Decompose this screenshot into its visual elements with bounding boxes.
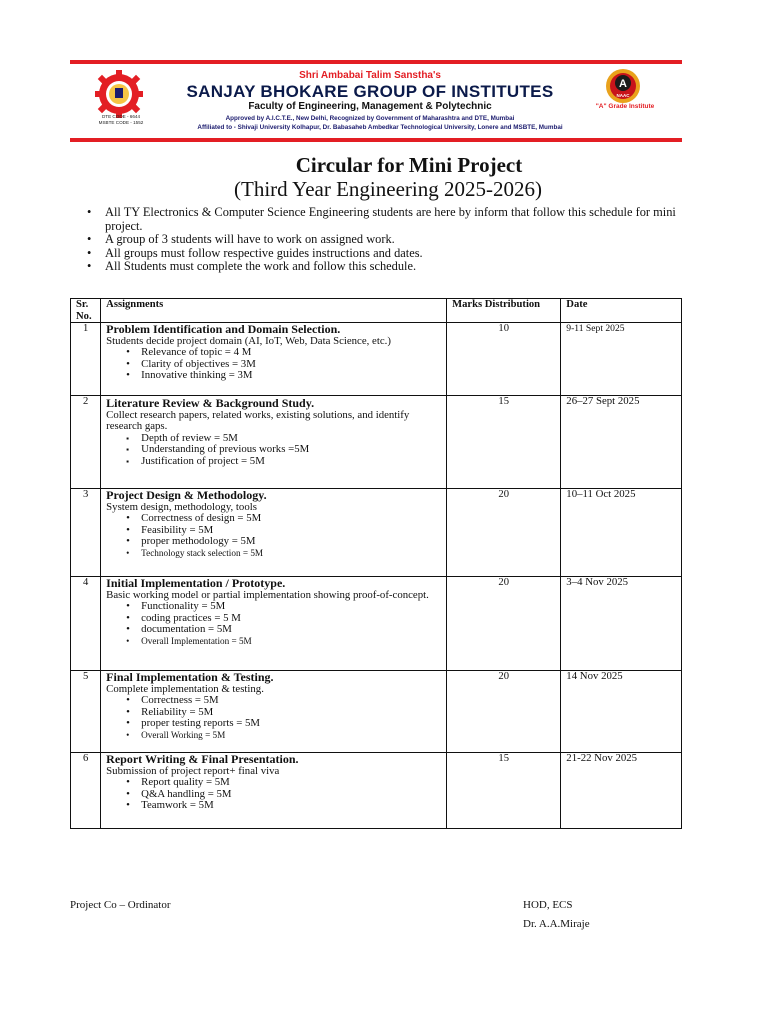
- criteria-item: • Overall Working = 5M: [126, 730, 441, 741]
- table-row: [71, 671, 682, 753]
- row-date: 21-22 Nov 2025: [561, 753, 682, 829]
- criteria-item: • coding practices = 5 M: [126, 613, 441, 624]
- criteria-item: ▪ Depth of review = 5M: [126, 433, 441, 444]
- row-marks: 20: [447, 671, 561, 753]
- instruction-item: • All groups must follow respective guides instructions and dates.: [84, 247, 686, 261]
- assignment-title: Project Design & Methodology.: [106, 488, 267, 502]
- criteria-item: • Overall Implementation = 5M: [126, 636, 441, 647]
- row-marks: 15: [447, 396, 561, 489]
- approval-line: Approved by A.I.C.T.E., New Delhi, Recognized by Government of Maharashtra and DTE, Mumbai: [225, 115, 515, 122]
- criteria-item: • Q&A handling = 5M: [126, 789, 441, 800]
- criteria-item: • Innovative thinking = 3M: [126, 370, 441, 381]
- assignment-description: Students decide project domain (AI, IoT, Web, Data Science, etc.): [106, 335, 391, 347]
- criteria-item: • Technology stack selection = 5M: [126, 548, 441, 559]
- hod-title: HOD, ECS: [523, 899, 573, 911]
- instruction-item: • All Students must complete the work and follow this schedule.: [84, 260, 686, 274]
- table-row: [71, 753, 682, 829]
- assignment-description: System design, methodology, tools: [106, 501, 257, 513]
- naac-label: NAAC: [616, 93, 630, 98]
- criteria-item: • Feasibility = 5M: [126, 525, 441, 536]
- assignment-title: Report Writing & Final Presentation.: [106, 752, 299, 766]
- criteria-item: • Relevance of topic = 4 M: [126, 347, 441, 358]
- criteria-item: • Reliability = 5M: [126, 707, 441, 718]
- assignment-description: Basic working model or partial implementation showing proof-of-concept.: [106, 589, 429, 601]
- naac-grade-badge-icon: [600, 68, 646, 106]
- instructions-list: [84, 206, 686, 274]
- criteria-item: • Functionality = 5M: [126, 601, 441, 612]
- criteria-list: [106, 601, 441, 647]
- instruction-item: • All TY Electronics & Computer Science Engineering students are here by inform that follow this schedule for mini project.: [84, 206, 686, 233]
- criteria-item: • proper methodology = 5M: [126, 536, 441, 547]
- criteria-list: [106, 513, 441, 559]
- row-sr-no: 2: [71, 396, 101, 489]
- grade-institute-label: "A" Grade Institute: [595, 103, 655, 110]
- criteria-list: [106, 777, 441, 811]
- assignment-description: Submission of project report+ final viva: [106, 765, 280, 777]
- table-header-row: [71, 299, 682, 323]
- criteria-item: • documentation = 5M: [126, 624, 441, 635]
- dte-code: DTE CODE - 6644: [101, 114, 141, 119]
- circular-subtitle: (Third Year Engineering 2025-2026): [234, 177, 542, 201]
- criteria-item: • Report quality = 5M: [126, 777, 441, 788]
- table-row: [71, 489, 682, 577]
- circular-title: Circular for Mini Project: [295, 153, 523, 177]
- row-date: 26–27 Sept 2025: [561, 396, 682, 489]
- table-row: [71, 577, 682, 671]
- assignment-description: Complete implementation & testing.: [106, 683, 264, 695]
- row-date: 10–11 Oct 2025: [561, 489, 682, 577]
- row-marks: 20: [447, 577, 561, 671]
- row-assignment: [101, 489, 447, 577]
- criteria-item: • Correctness = 5M: [126, 695, 441, 706]
- row-date: 14 Nov 2025: [561, 671, 682, 753]
- row-sr-no: 4: [71, 577, 101, 671]
- assignment-title: Problem Identification and Domain Selection.: [106, 322, 341, 336]
- header-assignments: Assignments: [101, 299, 447, 323]
- row-marks: 20: [447, 489, 561, 577]
- criteria-list: [106, 695, 441, 741]
- criteria-list: [106, 433, 441, 467]
- faculty-line: Faculty of Engineering, Management & Polytechnic: [248, 101, 492, 112]
- row-assignment: [101, 577, 447, 671]
- criteria-item: • Clarity of objectives = 3M: [126, 359, 441, 370]
- criteria-item: • Correctness of design = 5M: [126, 513, 441, 524]
- msbte-code: MSBTE CODE - 1552: [98, 119, 144, 125]
- assignment-title: Final Implementation & Testing.: [106, 670, 274, 684]
- table-row: [71, 323, 682, 396]
- row-date: 9-11 Sept 2025: [561, 323, 682, 396]
- row-date: 3–4 Nov 2025: [561, 577, 682, 671]
- row-sr-no: 5: [71, 671, 101, 753]
- naac-grade-letter: A: [619, 78, 627, 90]
- row-assignment: [101, 671, 447, 753]
- header-sr-no: Sr. No.: [71, 299, 101, 323]
- header-date: Date: [561, 299, 682, 323]
- header-marks: Marks Distribution: [447, 299, 561, 323]
- criteria-item: • proper testing reports = 5M: [126, 718, 441, 729]
- assignment-description: Collect research papers, related works, existing solutions, and identify research gaps.: [106, 409, 410, 433]
- assignment-title: Literature Review & Background Study.: [106, 396, 315, 410]
- criteria-item: ▪ Understanding of previous works =5M: [126, 444, 441, 455]
- row-assignment: [101, 753, 447, 829]
- criteria-item: ▪ Justification of project = 5M: [126, 456, 441, 467]
- criteria-item: • Teamwork = 5M: [126, 800, 441, 811]
- affiliation-line: Affiliated to - Shivaji University Kolhapur, Dr. Babasaheb Ambedkar Technological University, Lonere and MSBTE, Mumbai: [197, 124, 563, 131]
- row-assignment: [101, 323, 447, 396]
- table-row: [71, 396, 682, 489]
- institute-name: SANJAY BHOKARE GROUP OF INSTITUTES: [186, 82, 554, 101]
- schedule-table: [70, 298, 682, 829]
- instruction-item: • A group of 3 students will have to work on assigned work.: [84, 233, 686, 247]
- criteria-list: [106, 347, 441, 381]
- coordinator-signature-label: Project Co – Ordinator: [70, 899, 171, 911]
- hod-name: Dr. A.A.Miraje: [523, 918, 590, 930]
- row-assignment: [101, 396, 447, 489]
- row-sr-no: 6: [71, 753, 101, 829]
- row-sr-no: 1: [71, 323, 101, 396]
- letterhead-top-rule: [70, 60, 682, 64]
- assignment-title: Initial Implementation / Prototype.: [106, 576, 286, 590]
- row-marks: 15: [447, 753, 561, 829]
- row-marks: 10: [447, 323, 561, 396]
- row-sr-no: 3: [71, 489, 101, 577]
- sanstha-name: Shri Ambabai Talim Sanstha's: [299, 70, 441, 81]
- letterhead-bottom-rule: [70, 138, 682, 142]
